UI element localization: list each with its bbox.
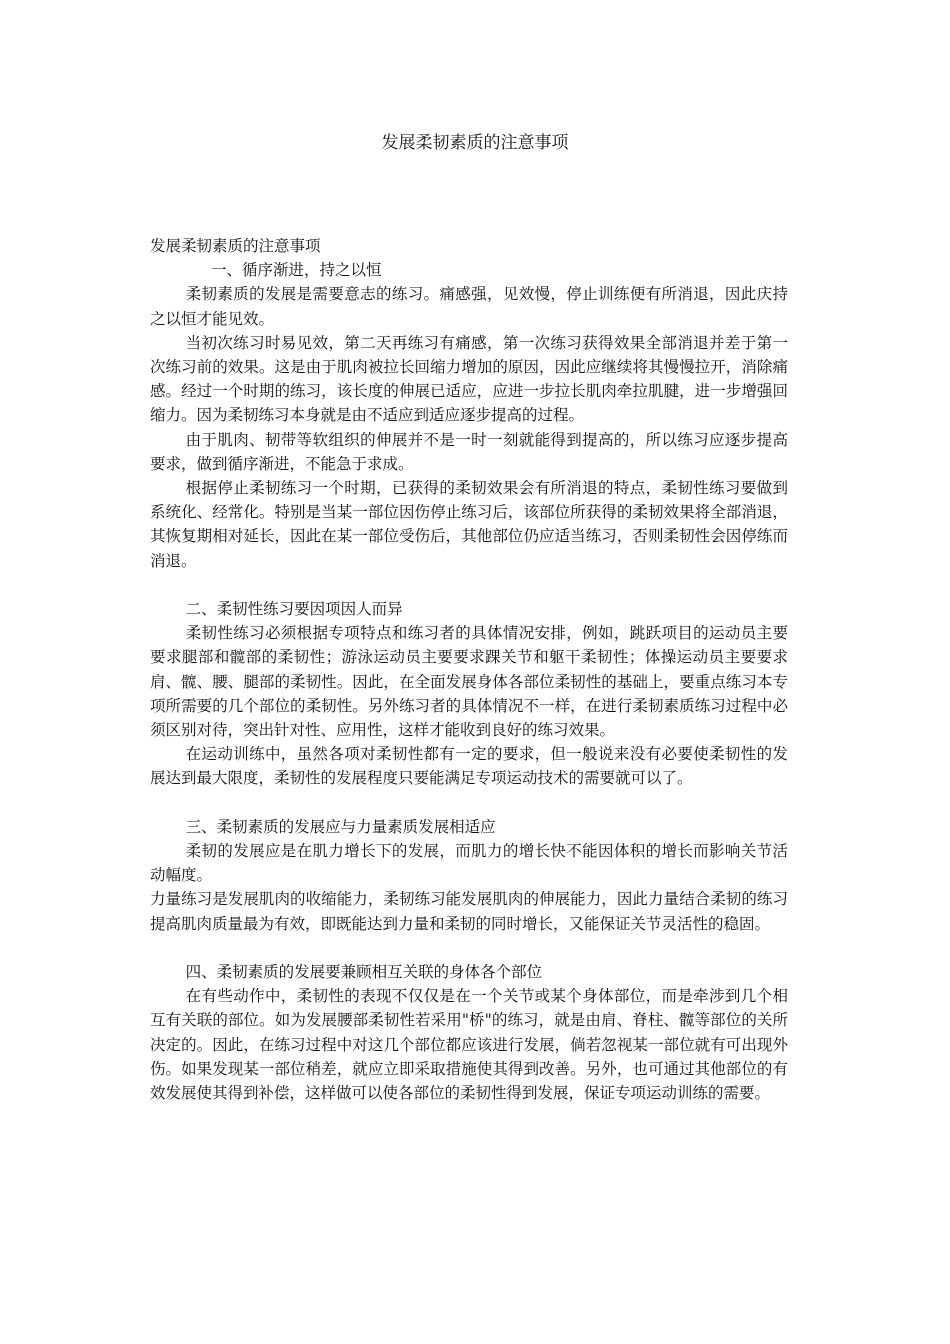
section-3-paragraph-1: 柔韧的发展应是在肌力增长下的发展，而肌力的增长快不能因体积的增长而影响关节活动幅度。 xyxy=(150,842,788,885)
document-subtitle: 发展柔韧素质的注意事项 xyxy=(150,237,321,255)
section-2-heading: 二、柔韧性练习要因项因人而异 xyxy=(185,600,403,619)
section-1-paragraph-4: 根据停止柔韧练习一个时期，已获得的柔韧效果会有所消退的特点，柔韧性练习要做到系统化、经常化。特别是当某一部位因伤停止练习后，该部位所获得的柔韧效果将全部消退，其恢复期相对延长，因此在某一部位受伤后，其他部位仍应适当练习，否则柔韧性会因停练而消退。 xyxy=(150,479,788,570)
section-2-paragraph-1: 柔韧性练习必须根据专项特点和练习者的具体情况安排，例如，跳跃项目的运动员主要要求腿部和髋部的柔韧性；游泳运动员主要要求踝关节和躯干柔韧性；体操运动员主要要求肩、髋、腰、腿部的柔韧性。因此，在全面发展身体各部位柔韧性的基础上，要重点练习本专项所需要的几个部位的柔韧性。另外练习者的具体情况不一样，在进行柔韧素质练习过程中必须区别对待，突出针对性、应用性，这样才能收到良好的练习效果。 xyxy=(150,624,788,740)
document-body xyxy=(150,234,788,1105)
section-4-heading: 四、柔韧素质的发展要兼顾相互关联的身体各个部位 xyxy=(185,963,543,982)
section-2-paragraph-2: 在运动训练中，虽然各项对柔韧性都有一定的要求，但一般说来没有必要使柔韧性的发展达到最大限度，柔韧性的发展程度只要能满足专项运动技术的需要就可以了。 xyxy=(150,745,788,788)
section-spacer xyxy=(150,791,788,815)
section-1-paragraph-1: 柔韧素质的发展是需要意志的练习。痛感强，见效慢，停止训练便有所消退，因此庆持之以恒才能见效。 xyxy=(150,285,788,328)
page-title: 发展柔韧素质的注意事项 xyxy=(381,133,569,153)
section-spacer xyxy=(150,573,788,597)
section-1-heading: 一、循序渐进，持之以恒 xyxy=(211,261,382,280)
section-1-paragraph-2: 当初次练习时易见效，第二天再练习有痛感，第一次练习获得效果全部消退并差于第一次练习前的效果。这是由于肌肉被拉长回缩力增加的原因，因此应继续将其慢慢拉开，消除痛感。经过一个时期的练习，该长度的伸展已适应，应进一步拉长肌肉牵拉肌腱，进一步增强回缩力。因为柔韧练习本身就是由不适应到适应逐步提高的过程。 xyxy=(150,333,788,425)
section-3-heading: 三、柔韧素质的发展应与力量素质发展相适应 xyxy=(185,817,496,836)
section-3-paragraph-2: 力量练习是发展肌肉的收缩能力，柔韧练习能发展肌肉的伸展能力，因此力量结合柔韧的练习提高肌肉质量最为有效，即既能达到力量和柔韧的同时增长，又能保证关节灵活性的稳固。 xyxy=(150,890,788,933)
section-1-paragraph-3: 由于肌肉、韧带等软组织的伸展并不是一时一刻就能得到提高的，所以练习应逐步提高要求，做到循序渐进，不能急于求成。 xyxy=(150,430,788,473)
section-4-paragraph-1: 在有些动作中，柔韧性的表现不仅仅是在一个关节或某个身体部位，而是牵涉到几个相互有关联的部位。如为发展腰部柔韧性若采用"桥"的练习，就是由肩、脊柱、髋等部位的关所决定的。因此，在练习过程中对这几个部位都应该进行发展，倘若忽视某一部位就有可出现外伤。如果发现某一部位稍差，就应立即采取措施使其得到改善。另外，也可通过其他部位的有效发展使其得到补偿，这样做可以使各部位的柔韧性得到发展，保证专项运动训练的需要。 xyxy=(150,987,788,1103)
section-spacer xyxy=(150,936,788,960)
